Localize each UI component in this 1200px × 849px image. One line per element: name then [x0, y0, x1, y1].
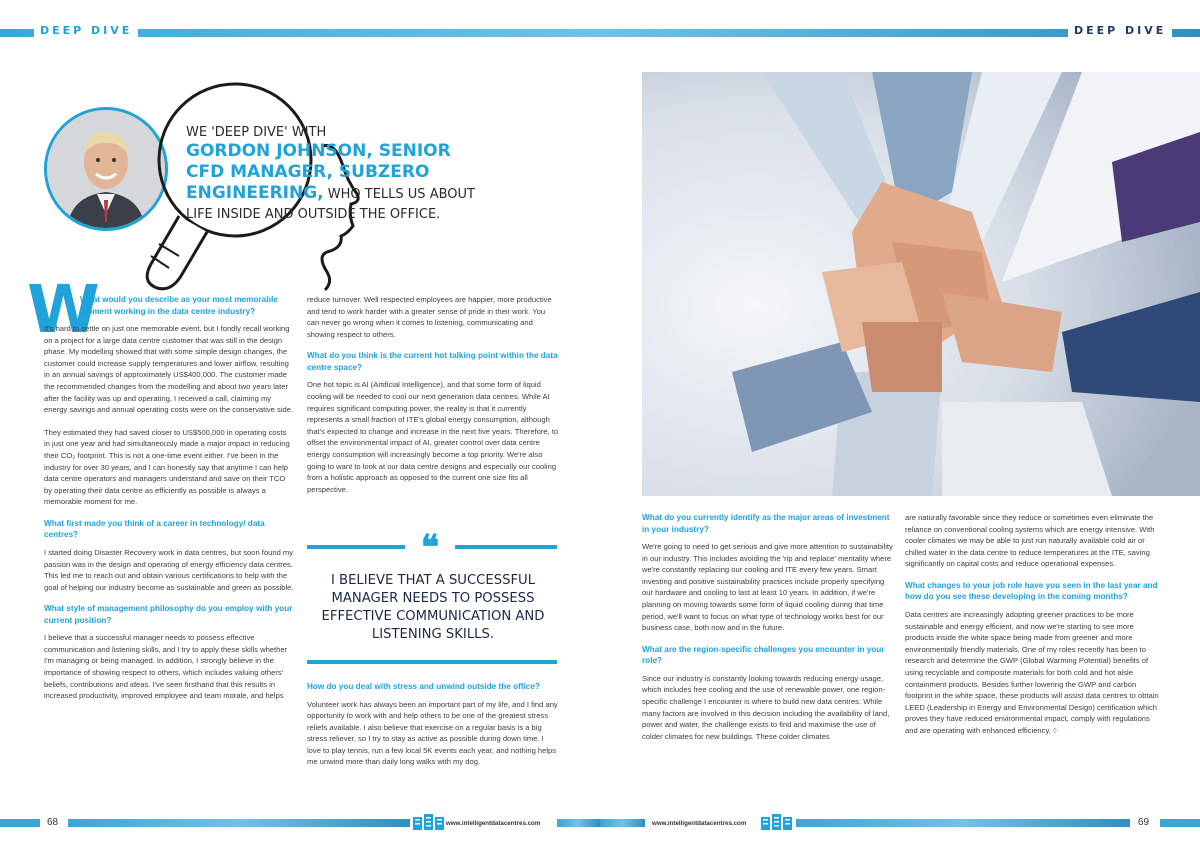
- question-hot-topic: What do you think is the current hot talking point within the data centre space?: [307, 351, 558, 372]
- answer-career: I started doing Disaster Recovery work in data centres, but soon found my passion was in the design and operating of energy efficiency data centres. This led me to reach out and obtain various certifications to help with the goal of helping our industry become as sustainable and green as possible.: [44, 547, 294, 592]
- page-number-right: 69: [1138, 817, 1150, 828]
- intro-block: [186, 124, 506, 225]
- team-hands-photo: [642, 72, 1200, 496]
- question-job-role: What changes to your job role have you seen in the last year and how do you see these developing in the coming months?: [905, 580, 1158, 602]
- answer-investment: We're going to need to get serious and give more attention to sustainability in our industry. This includes avoiding the 'rip and replace' mentality where we're constantly replacing our cooling and ITE every few years. Smart investing and positive sustainability practices include properly specifying our hardware and cooling to last at least 10 years. In addition, if we're planning on moving towards some form of liquid cooling during that time period, we'll want to focus on what type of technology works best for our business case, both now and in the future.: [642, 542, 893, 633]
- column-2: [307, 294, 559, 495]
- question-memorable: What would you describe as your most memorable moment working in the data centre industry?: [80, 295, 278, 316]
- column-4: [905, 512, 1159, 737]
- left-kicker: DEEP DIVE: [34, 24, 138, 37]
- question-career: What first made you think of a career in technology/ data centres?: [44, 518, 265, 540]
- answer-region: Since our industry is constantly looking towards reducing energy usage, which includes free cooling and the use of renewable power, one region-specific challenge I encounter is where to build new data centres. While many factors are involved in this decision including the availability of land, power and water, the challenge exists to find and maximise the use of colder climates for new buildings. These colder climates: [642, 673, 890, 741]
- answer-job-role: [905, 609, 1159, 737]
- footer-bar-right-start: [600, 819, 645, 827]
- column-3: [642, 512, 894, 742]
- intro-line1: WE 'DEEP DIVE' WITH: [186, 125, 327, 140]
- answer-region-cont: are naturally favorable since they reduce or sometimes even eliminate the reliance on conventional cooling systems which are energy intensive. With cooler climates we may be able to just run naturally available cold air or chilled water in the data centre to reduce temperatures at the ITE, saving significantly on capital costs and reduce operational expenses.: [905, 513, 1155, 569]
- question-management: What style of management philosophy do you employ with your current position?: [44, 604, 293, 625]
- quote-rule-bottom: [307, 660, 557, 664]
- footer-bar-left-end: [557, 819, 600, 827]
- page-number-left: 68: [47, 817, 59, 828]
- answer-management-cont: reduce turnover. Well respected employees are happier, more productive and tend to work harder with a greater sense of pride in their work. You can never go wrong when it comes to listening, communicating and showing respect to others.: [307, 295, 552, 339]
- intro-name-line1: GORDON JOHNSON, SENIOR: [186, 141, 451, 161]
- intro-line3: [186, 183, 506, 205]
- answer-memorable: It's hard to settle on just one memorable event, but I fondly recall working on a project for a large data centre customer that was still in the design phase. My modelling showed that with some simple design changes, the customer could increase supply temperatures and lower airflow, resulting in an annual savings of approximately US$400,000. The customer made the recommended changes from the modelling and about two years later after the facility was up and operating, I received a call, claiming my energy savings and annual operating costs were on the conservative side.: [44, 324, 294, 415]
- intro-line4: LIFE INSIDE AND OUTSIDE THE OFFICE.: [186, 207, 441, 222]
- question-region: What are the region-specific challenges you encounter in your role?: [642, 644, 885, 666]
- footer-bar-left: [68, 819, 410, 827]
- footer-url-left[interactable]: www.intelligentdatacentres.com: [446, 820, 541, 827]
- answer-memorable-2: They estimated they had saved closer to US$500,000 in operating costs in just one year and had simultaneously made a major impact in reducing their CO₂ footprint. This is not a one-time event either. I've been in the industry for over 30 years, and I can honestly say that anytime I can help data centre operators and managers understand and save on their TCO by operating their data centre as efficiently as possible is always a memorable moment for me.: [44, 427, 290, 507]
- quote-icon: ❝: [405, 530, 455, 560]
- answer-hot-topic: One hot topic is AI (Artificial Intelligence), and that some form of liquid cooling will be needed to cool our next generation data centres. While AI requires significant computing power, the reality is that it currently represents a small fraction of ITE's global energy consumption, although that's expected to change and increase in the next five years. Therefore, to offset the environmental impact of AI, greater control over data centre energy consumption will increasingly become a top priority. We're also going to want to look at our data centre designs and especially our cooling from a holistic approach as opposed to the current one size fits all perspective.: [307, 380, 559, 494]
- buildings-logo-icon: [413, 814, 445, 830]
- pull-quote: I BELIEVE THAT A SUCCESSFUL MANAGER NEEDS TO POSSESS EFFECTIVE COMMUNICATION AND LISTENING SKILLS.: [321, 573, 545, 642]
- question-stress: How do you deal with stress and unwind outside the office?: [307, 682, 540, 691]
- intro-tail-line3: WHO TELLS US ABOUT: [323, 187, 475, 202]
- answer-management: I believe that a successful manager needs to possess effective communication and listening skills, and I try to apply these skills whether I'm managing or being managed. In addition, I strongly believe in the importance of showing respect to others, which includes valuing others' beliefs, contributions and ideas. I've seen firsthand that this results in increased productivity, improved employee and team morale, and helps: [44, 633, 288, 701]
- footer-url-right[interactable]: www.intelligentdatacentres.com: [652, 820, 747, 827]
- drop-cap: W: [27, 271, 100, 348]
- footer-bar-right: [796, 819, 1130, 827]
- intro-name-line3: ENGINEERING,: [186, 183, 324, 203]
- footer-bar-left-edge: [0, 819, 40, 827]
- column-2-lower: [307, 681, 559, 768]
- header-bar: [0, 29, 1200, 37]
- buildings-logo-icon-right: [761, 814, 793, 830]
- right-kicker: DEEP DIVE: [1068, 24, 1172, 37]
- column-1: [44, 294, 294, 702]
- question-investment: What do you currently identify as the major areas of investment in your industry?: [642, 513, 890, 534]
- end-mark-icon: ◊: [1052, 725, 1057, 735]
- answer-stress: Volunteer work has always been an important part of my life, and I find any opportunity to work with and help others to be one of the greatest stress reliefs available. I also believe that exercise on a regular basis is a big stress reliever, so I try to stay as active as possible during down time. I love to play tennis, run a few local 5K events each year, and nothing helps me unwind more than daily long walks with my dog.: [307, 699, 558, 767]
- answer-job-role-text: Data centres are increasingly adopting greener practices to be more sustainable and energy efficient, and now we're starting to see more products inside the white space being made from greener and more environmentally friendly materials. One of my roles recently has been to research and determine the GWP (Global Warming Potential) benefits of using recyclable and composite materials for both cold and hot aisle containment products. Besides further lowering the GWP and carbon footprint in the white space, these products will assist data centres to obtain LEED (Leadership in Energy and Environmental Design) certification which proves they have reduced environmental impact, comply with regulations and are operating with enhanced efficiency.: [905, 609, 1159, 735]
- intro-name-line2: CFD MANAGER, SUBZERO: [186, 162, 430, 182]
- footer-bar-right-edge: [1160, 819, 1200, 827]
